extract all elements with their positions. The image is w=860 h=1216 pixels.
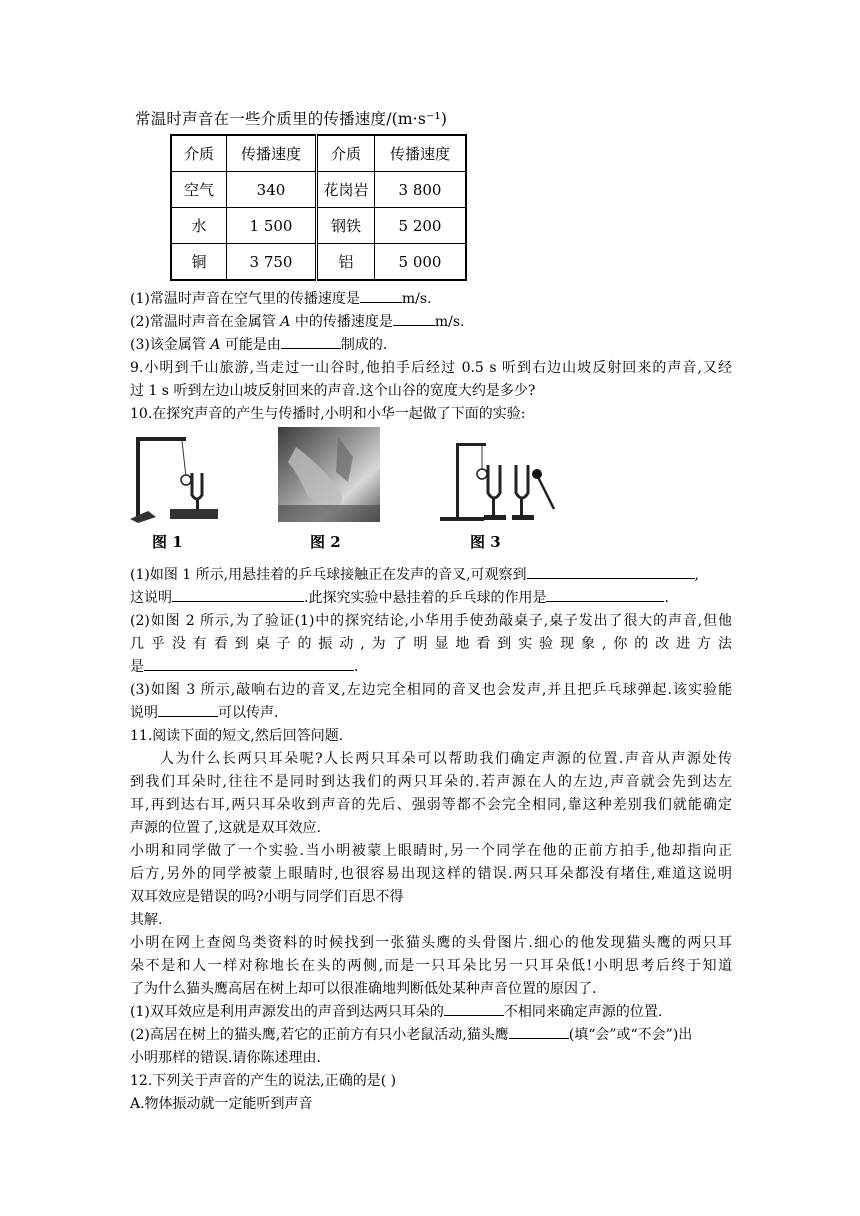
q10-part1-comma: , [694, 567, 699, 583]
q8-part2-text: (2)常温时声音在金属管 [130, 314, 276, 330]
q11-para3-line2: 朵不是和人一样对称地长在头的两侧,而是一只耳朵比另一只耳朵低!小明思考后终于知道 [130, 958, 732, 974]
table-cell: 5 000 [375, 244, 467, 281]
q11-para3-line3: 了为什么猫头鹰高居在树上却可以很准确地判断低处某种声音位置的原因了. [130, 981, 597, 997]
q10-part1-line2 [130, 587, 669, 607]
table-caption: 常温时声音在一些介质里的传播速度/(m·s⁻¹) [135, 110, 448, 128]
answer-blank[interactable] [527, 564, 695, 579]
q10-part1-text3: .此探究实验中悬挂着的乒乓球的作用是 [304, 590, 547, 606]
q11-para2-line1: 小明和同学做了一个实验.当小明被蒙上眼睛时,另一个同学在他的正前方拍手,他却指向正 [130, 843, 732, 859]
table-cell: 花岗岩 [317, 172, 375, 208]
answer-blank[interactable] [393, 311, 435, 326]
q10-part3-line2 [130, 702, 278, 722]
answer-blank[interactable] [546, 587, 664, 602]
q10-part2-line1: (2)如图 2 所示,为了验证(1)中的探究结论,小华用手使劲敲桌子,桌子发出了很大的声音,但他 [130, 613, 732, 629]
q11-question2-line2: 小明那样的错误.请你陈述理由. [130, 1050, 321, 1066]
table-cell: 3 800 [375, 172, 467, 208]
q10-part2-period: . [354, 659, 359, 675]
q11-para2-line4: 其解. [130, 912, 163, 928]
table-cell: 钢铁 [317, 208, 375, 244]
q11-para3-line1: 小明在网上查阅鸟类资料的时候找到一张猫头鹰的头骨图片.细心的他发现猫头鹰的两只耳 [130, 935, 732, 951]
q8-part3 [130, 334, 387, 354]
table-header-cell: 传播速度 [375, 135, 467, 172]
table-header-row [171, 135, 466, 172]
table-row [171, 208, 466, 244]
q11-question2-line1 [130, 1024, 692, 1044]
table-header-cell: 介质 [171, 135, 227, 172]
table-row [171, 244, 466, 281]
q11-para2-line2: 后方,另外的同学被蒙上眼睛时,也很容易出现这样的错误.两只耳朵都没有堵住,难道这说明 [130, 866, 732, 882]
q11-para1-line1: 人为什么长两只耳朵呢?人长两只耳朵可以帮助我们确定声源的位置.声音从声源处传 [160, 751, 732, 767]
q10-part3-line1: (3)如图 3 所示,敲响右边的音叉,左边完全相同的音叉也会发声,并且把乒乓球弹起.该实验能 [130, 682, 732, 698]
q8-part2-text2: 中的传播速度是 [294, 314, 393, 330]
table-cell: 铜 [171, 244, 227, 281]
figure2-photo [278, 427, 380, 522]
sound-speed-table [170, 134, 467, 281]
q10-part1-line1 [130, 564, 699, 584]
table-cell: 水 [171, 208, 227, 244]
q10-part2-text: 是 [130, 659, 144, 675]
answer-blank[interactable] [444, 1001, 504, 1016]
q8-part3-text2: 可能是由 [224, 337, 281, 353]
figure3-illustration [436, 437, 560, 527]
q10-part3-text: 说明 [130, 705, 158, 721]
q10-part2-line2: 几乎没有看到桌子的振动,为了明显地看到实验现象,你的改进方法 [130, 636, 732, 652]
answer-blank[interactable] [509, 1024, 569, 1039]
table-row [171, 172, 466, 208]
table-header-cell: 介质 [317, 135, 375, 172]
figure3-label: 图 3 [470, 533, 501, 551]
q11-q2-text: (2)高居在树上的猫头鹰,若它的正前方有只小老鼠活动,猫头鹰 [130, 1027, 509, 1043]
q10-part3-text2: 可以传声. [218, 705, 279, 721]
q9-line1: 9.小明到千山旅游,当走过一山谷时,他拍手后经过 0.5 s 听到右边山坡反射回来的声音,又经 [130, 360, 732, 376]
q11-para1-line4: 声源的位置了,这就是双耳效应. [130, 820, 321, 836]
q10-part1-text: (1)如图 1 所示,用悬挂着的乒乓球接触正在发声的音叉,可观察到 [130, 567, 527, 583]
figure1-illustration [130, 433, 230, 523]
table-cell: 铝 [317, 244, 375, 281]
figure1-label: 图 1 [152, 533, 183, 551]
table-cell: 空气 [171, 172, 227, 208]
answer-blank[interactable] [144, 656, 354, 671]
q8-part2 [130, 311, 465, 331]
q8-part1 [130, 288, 431, 308]
table-cell: 5 200 [375, 208, 467, 244]
q8-part2-unit: m/s. [434, 314, 465, 330]
q10-part1-text2: 这说明 [130, 590, 172, 606]
pipe-label: A [210, 337, 221, 353]
q12-option-a[interactable]: A.物体振动就一定能听到声音 [130, 1096, 313, 1112]
q12-stem: 12.下列关于声音的产生的说法,正确的是( ) [130, 1073, 397, 1089]
table-cell: 3 750 [227, 244, 317, 281]
table-cell: 340 [227, 172, 317, 208]
table-cell: 1 500 [227, 208, 317, 244]
q10-intro: 10.在探究声音的产生与传播时,小明和小华一起做了下面的实验: [130, 406, 526, 422]
q11-q2-text2: (填“会”或“不会”)出 [568, 1027, 693, 1043]
q11-intro: 11.阅读下面的短文,然后回答问题. [130, 728, 344, 744]
q11-para2-line3: 双耳效应是错误的吗?小明与同学们百思不得 [130, 889, 404, 905]
experiment-figures [130, 425, 560, 555]
q11-para1-line3: 耳,再到达右耳,两只耳朵收到声音的先后、强弱等都不会完全相同,靠这种差别我们就能确定 [130, 797, 732, 813]
q8-part3-text3: 制成的. [340, 337, 388, 353]
answer-blank[interactable] [281, 334, 341, 349]
answer-blank[interactable] [158, 702, 218, 717]
q10-part1-period: . [664, 590, 669, 606]
q11-q1-text: (1)双耳效应是利用声源发出的声音到达两只耳朵的 [130, 1004, 444, 1020]
table-header-cell: 传播速度 [227, 135, 317, 172]
q10-part2-line3 [130, 656, 358, 676]
pipe-label: A [280, 314, 291, 330]
q8-part1-text: (1)常温时声音在空气里的传播速度是 [130, 291, 360, 307]
q11-q1-text2: 不相同来确定声源的位置. [503, 1004, 663, 1020]
q11-para1-line2: 到我们耳朵时,往往不是同时到达我们的两只耳朵的.若声源在人的左边,声音就会先到达左 [130, 774, 732, 790]
answer-blank[interactable] [172, 587, 304, 602]
q9-line2: 过 1 s 听到左边山坡反射回来的声音.这个山谷的宽度大约是多少? [130, 383, 536, 399]
q11-question1 [130, 1001, 662, 1021]
q8-part1-unit: m/s. [401, 291, 432, 307]
figure2-label: 图 2 [310, 533, 341, 551]
answer-blank[interactable] [360, 288, 402, 303]
q8-part3-text: (3)该金属管 [130, 337, 206, 353]
